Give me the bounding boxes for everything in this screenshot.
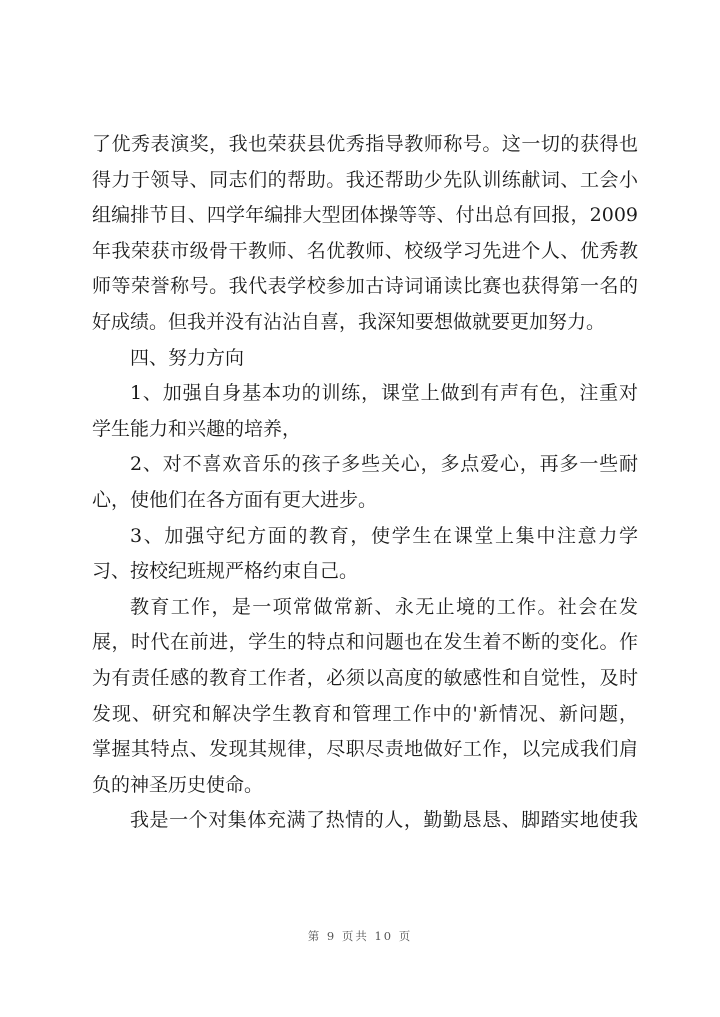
text-line: 习、按校纪班规严格约束自己。 [92,560,359,583]
text-line: 学生能力和兴趣的培养， [92,417,302,440]
text-line: 2、对不喜欢音乐的孩子多些关心，多点爱心，再多一些耐 [130,453,638,476]
body-text [92,127,638,839]
text-line: 3、加强守纪方面的教育，使学生在课堂上集中注意力学 [130,524,638,547]
text-line: 为有责任感的教育工作者，必须以高度的敏感性和自觉性，及时 [92,666,638,689]
text-line: 发现、研究和解决学生教育和管理工作中的'新情况、新问题， [92,702,638,725]
text-line: 心，使他们在各方面有更大进步。 [92,488,378,511]
text-line: 我是一个对集体充满了热情的人，勤勤恳恳、脚踏实地使我 [130,809,638,832]
text-line: 了优秀表演奖，我也荣获县优秀指导教师称号。这一切的获得也 [92,133,638,155]
text-line: 好成绩。但我并没有沾沾自喜，我深知要想做就要更加努力。 [92,310,606,333]
text-line: 教育工作，是一项常做常新、永无止境的工作。社会在发 [130,595,638,618]
text-line: 掌握其特点、发现其规律，尽职尽责地做好工作，以完成我们肩 [92,738,638,761]
text-line: 负的神圣历史使命。 [92,773,264,796]
page-number-footer: 第 9 页共 10 页 [307,929,413,943]
text-line: 1、加强自身基本功的训练，课堂上做到有声有色，注重对 [130,382,638,405]
section-heading: 四、努力方向 [130,346,245,369]
text-line: 得力于领导、同志们的帮助。我还帮助少先队训练献词、工会小 [92,168,638,191]
text-line: 师等荣誉称号。我代表学校参加古诗词诵读比赛也获得第一名的 [92,275,638,298]
text-line: 组编排节目、四学年编排大型团体操等等、付出总有回报，2009 [92,204,638,227]
text-line: 展，时代在前进，学生的特点和问题也在发生着不断的变化。作 [92,631,638,654]
text-line: 年我荣获市级骨干教师、名优教师、校级学习先进个人、优秀教 [92,239,638,262]
